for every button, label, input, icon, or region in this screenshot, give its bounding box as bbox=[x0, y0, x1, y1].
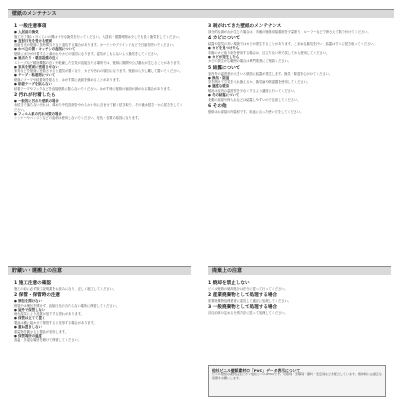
pvc-note-box bbox=[208, 365, 386, 397]
subsection-heading: ● かべ立の間・キッチンの湿気について bbox=[14, 47, 76, 52]
paragraph: 水拭きで落ちない汚れは、薄めた中性洗剤をやわらかい布に含ませて軽く拭き取り、その後水拭き・から拭きをしてください。 bbox=[14, 103, 183, 112]
subsection-heading: ● 冬の結露について bbox=[208, 93, 240, 98]
subsection-heading: ● 保管は立てて置く bbox=[14, 316, 46, 321]
maintenance-left-column bbox=[14, 22, 186, 254]
subsection-heading: ● 適度な暖房 bbox=[208, 84, 230, 89]
paragraph: 部分的な剥がれが生じた場合は、市販の壁紙用接着剤を少量塗り、ローラーなどで押さえて貼り付けてください。 bbox=[208, 30, 371, 34]
subsection-heading: ● 梱包を開けない bbox=[14, 299, 42, 304]
section-title: 5 結露について bbox=[208, 65, 241, 71]
paragraph: 各自治体の定める分別方法に従って処理してください。 bbox=[208, 311, 288, 316]
section-title: 2 保管・保管時の注意 bbox=[14, 293, 61, 299]
subsection-heading: ● カビが発生したら bbox=[208, 54, 240, 59]
paragraph: 結露や湿気の多い環境ではカビが発生することがあります。こまめな換気を行い、結露はすぐに拭き取ってください。 bbox=[208, 42, 377, 47]
subsection-heading: ● 入居前の換気 bbox=[14, 30, 39, 34]
subsection-heading: ● 重ね置きしない bbox=[14, 325, 42, 330]
subsection-heading: ● 屋外で保管しない bbox=[14, 307, 46, 312]
paragraph: 北側の部屋や押入れなどは結露しやすいので注意してください。 bbox=[208, 97, 301, 102]
section-title: 6 その他 bbox=[208, 103, 227, 109]
disposal-column bbox=[208, 279, 386, 359]
paragraph: 市販のカビ取り剤を使用する場合は、目立たない所で試してから使用してください。 bbox=[208, 50, 330, 55]
subsection-heading: ● テープ・粘着剤について bbox=[14, 73, 56, 78]
paragraph: 壁紙はお部屋の内装材です。用途に合った使い方をしてください。 bbox=[208, 109, 304, 114]
paragraph: シンナーやベンジンなどの溶剤は使用しないでください。変色・変質の原因になります。 bbox=[14, 116, 142, 121]
section-title: 2 産業廃棄物として処理する場合 bbox=[208, 293, 278, 299]
subsection-heading: ● 粘着テープを貼らない bbox=[14, 82, 52, 87]
paragraph: 施工完了後1ヶ月くらいの間は十分な換気を行ってください。入居前・据置時期は少しでも長く換気をしてください。 bbox=[14, 34, 182, 39]
subsection-heading: ● 保管場所の温度 bbox=[14, 333, 42, 338]
section-title: 3 剥がれてきた壁紙のメンテナンス bbox=[208, 24, 282, 29]
subsection-heading: ● フィルム系の汚れ対策の場合 bbox=[14, 111, 62, 116]
paragraph: 高温・多湿な場所を避けて保管してください。 bbox=[14, 338, 81, 343]
subsection-heading: ● 家具を壁面に密着させない bbox=[14, 64, 59, 69]
paragraph: 雨や湿気により品質が低下する恐れがあります。 bbox=[14, 312, 84, 317]
main-section-header: 壁紙のメンテナンス bbox=[8, 9, 394, 18]
paragraph: ビニル壁紙の焼却処分は法令に従って行ってください。 bbox=[208, 287, 288, 291]
disposal-section-header: 廃棄上の注意 bbox=[208, 266, 391, 275]
subsection-heading: ● 風当たり・暖房設備の近く bbox=[14, 56, 59, 61]
section-title: 2 汚れが付着したら bbox=[14, 92, 56, 98]
paragraph: 暖房は室内の温度差を少なくするよう適度に行ってください。 bbox=[208, 88, 298, 93]
section-title: 1 施工注意の確認 bbox=[14, 281, 51, 286]
section-title: 1 一般注意事項 bbox=[14, 24, 47, 29]
maintenance-right-column bbox=[208, 22, 386, 254]
section-title: 4 カビについて bbox=[208, 36, 241, 42]
paragraph: 保管中は梱包を開けず、直射日光の当たらない場所に保管してください。 bbox=[14, 303, 119, 308]
section-title: 3 一般廃棄物として処理する場合 bbox=[208, 305, 278, 311]
paragraph: 室内外の温度差が大きいと壁面に結露が発生します。換気・除湿を心がけてください。 bbox=[208, 71, 333, 76]
storage-section-header: 貯蔵い・運搬上の注意 bbox=[8, 266, 191, 275]
paragraph: ストーブなど暖房機器の近くや乾燥した空気が直接当たる場所では、壁紙に隙間やひび割れが生じることがあります。 bbox=[14, 60, 183, 65]
paragraph: 製品は横に寝かせて保管すると変形する場合があります。 bbox=[14, 321, 97, 326]
pvc-note-title: 他社ビニル壁紙素材の「PVC」データ表示について bbox=[212, 368, 301, 373]
subsection-heading: ● 換気・除湿 bbox=[208, 75, 230, 80]
pvc-note-body: ビニル壁紙の素材は主にポリ塩化ビニル(PVC)です。可塑剤・充填剤・顔料・安定剤などを配合しています。焼却時には適正な処理をお願いします。 bbox=[212, 372, 382, 380]
paragraph: 家具などを壁面に密着させると通気が悪くなり、カビや汚れの原因になります。壁面から少し離して置いてください。 bbox=[14, 69, 183, 74]
subsection-heading: ● カビを見つけたら bbox=[208, 46, 240, 51]
paragraph: 壁紙に水分が付着すると剥がれやカビの原因になります。湿気がこもらないよう換気をしてください。 bbox=[14, 51, 161, 56]
paragraph: 施工の前に必ず施工説明書をお読みになり、正しく施工してください。 bbox=[14, 287, 116, 291]
subsection-heading: ● 一般的に汚れた壁紙の場合 bbox=[14, 98, 59, 103]
paragraph: 重量物を載せると製品が変形します。 bbox=[14, 329, 68, 334]
paragraph: 壁面にテープや粘着剤を貼ると、はがす際に表面を傷めることがあります。 bbox=[14, 78, 122, 83]
paragraph: 産業廃棄物処理業者に委託して適正に処理してください。 bbox=[208, 299, 291, 304]
paragraph: 粘着テープやフックなどを直接壁紙に貼らないでください。はがす時に壁紙の表面が剥がれる場合があります。 bbox=[14, 86, 173, 91]
paragraph: 直射日光が壁面に長時間当たると退色する場合があります。カーテンやブラインドなどで日射を防いでください。 bbox=[14, 43, 177, 48]
paragraph: カビの発生が広範囲の場合は専門業者にご相談ください。 bbox=[208, 59, 291, 64]
paragraph: 窓を開けて空気を入れ換えるか、換気扇や除湿器を使用してください。 bbox=[208, 80, 310, 85]
storage-column bbox=[14, 279, 186, 397]
section-title: 1 焼却を禁止しない bbox=[208, 281, 250, 286]
subsection-heading: ● 直射日光を受ける壁面 bbox=[14, 38, 53, 43]
